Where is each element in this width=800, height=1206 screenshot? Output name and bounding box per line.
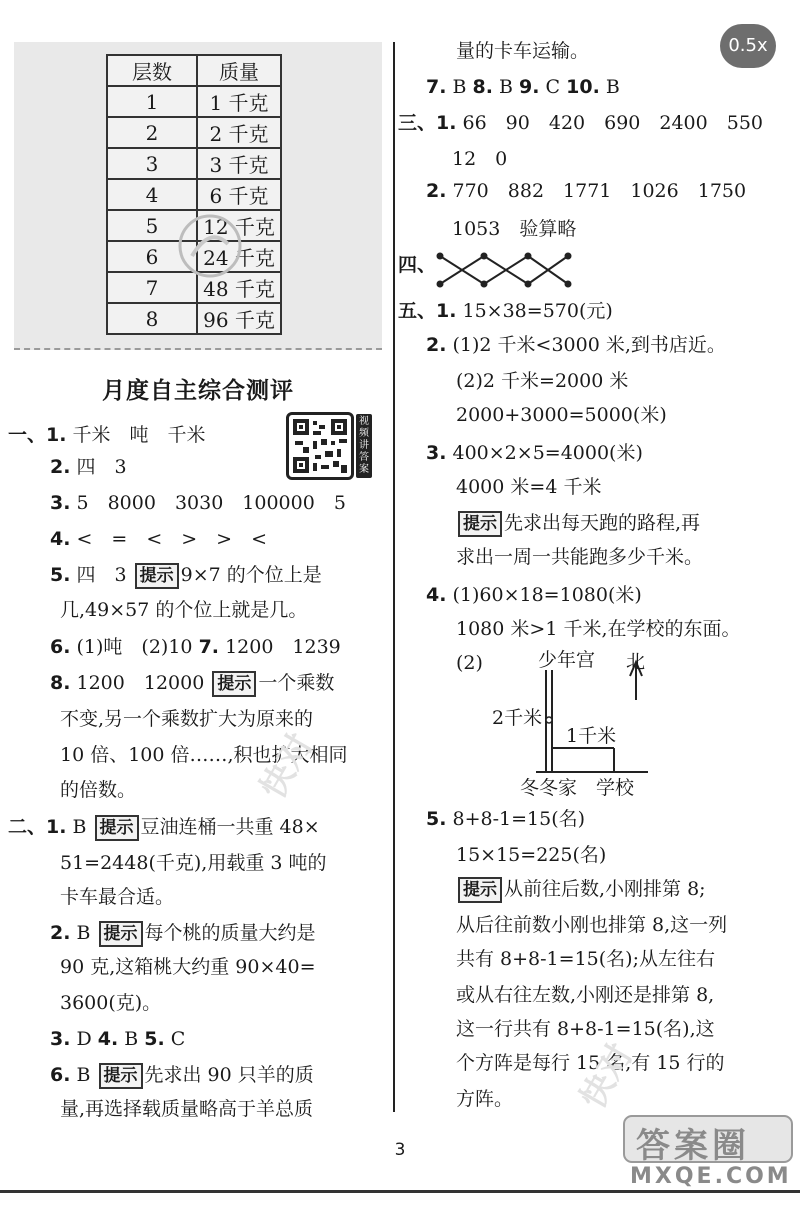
table-cell-weight: 3 千克 xyxy=(197,148,281,179)
question-number: 五、1. xyxy=(398,300,457,322)
weight-table xyxy=(106,54,282,335)
table-cell-weight: 12 千克 xyxy=(197,210,281,241)
answer-line xyxy=(452,144,507,174)
map-label-1km: 1千米 xyxy=(566,725,617,747)
section-title: 月度自主综合测评 xyxy=(102,378,294,404)
answer-text: < = < > > < xyxy=(76,528,268,550)
answer-text: 四 3 xyxy=(76,564,127,586)
spacer xyxy=(90,1064,96,1086)
hint-tag: 提示 xyxy=(95,815,139,841)
answer-text: (1)2 千米<3000 米,到书店近。 xyxy=(452,334,726,356)
question-number: 5. xyxy=(426,808,447,830)
table-cell-layer: 8 xyxy=(107,303,197,334)
answer-text: 15×38=570(元) xyxy=(462,300,613,322)
question-number: 2. xyxy=(426,180,447,202)
question-number: 3. xyxy=(50,1028,71,1050)
spacer xyxy=(127,564,133,586)
question-number: 二、1. xyxy=(8,816,67,838)
answer-line xyxy=(456,400,667,430)
answer-line xyxy=(456,1014,715,1044)
answer-text: 几,49×57 的个位上就是几。 xyxy=(60,599,308,621)
column-divider xyxy=(393,42,395,1112)
question-number: 3. xyxy=(426,442,447,464)
answer-text: 共有 8+8-1=15(名);从左往右 xyxy=(456,948,715,970)
hint-text: 每个桃的质量大约是 xyxy=(144,922,316,944)
question-number: 三、1. xyxy=(398,112,457,134)
question-number: 6. xyxy=(50,1064,71,1086)
answer-text: 卡车最合适。 xyxy=(60,886,175,908)
hint-text: 9×7 的个位上是 xyxy=(180,564,322,586)
question-number: 7. xyxy=(198,636,220,658)
hint-tag: 提示 xyxy=(99,921,143,947)
answer-text: 770 882 1771 1026 1750 xyxy=(452,180,747,202)
spacer xyxy=(90,922,96,944)
hint-tag: 提示 xyxy=(458,511,502,537)
question-number: 四、 xyxy=(398,254,437,276)
table-cell-layer: 4 xyxy=(107,179,197,210)
answer-line xyxy=(60,952,316,982)
table-cell-weight: 96 千克 xyxy=(197,303,281,334)
answer-line xyxy=(426,330,726,360)
answer-text: 1200 12000 xyxy=(76,672,205,694)
logo-url: MXQE.COM xyxy=(630,1164,792,1189)
answer-line xyxy=(50,452,127,482)
map-label-2km: 2千米 xyxy=(492,707,543,729)
table-cell-layer: 7 xyxy=(107,272,197,303)
watermark: 快对 xyxy=(252,726,322,806)
question-number: 3. xyxy=(50,492,71,514)
question-number: 2. xyxy=(50,456,71,478)
playback-speed-badge[interactable]: 0.5x xyxy=(720,24,776,68)
answer-text: B xyxy=(76,1064,91,1086)
answer-line xyxy=(456,366,628,396)
table-row xyxy=(107,86,281,117)
table-row xyxy=(107,148,281,179)
table-row xyxy=(107,117,281,148)
answer-text: 四 3 xyxy=(76,456,127,478)
answer-line xyxy=(398,108,763,138)
answer-line xyxy=(426,804,585,834)
table-cell-weight: 6 千克 xyxy=(197,179,281,210)
answer-text: 90 克,这箱桃大约重 90×40= xyxy=(60,956,316,978)
answer-line xyxy=(50,1024,185,1054)
answer-text: 10 倍、100 倍……,积也扩大相同 xyxy=(60,744,348,766)
hint-tag: 提示 xyxy=(99,1063,143,1089)
answer-text: 4000 米=4 千米 xyxy=(456,476,602,498)
qr-code-icon[interactable] xyxy=(286,412,354,480)
answer-line xyxy=(426,72,620,102)
table-cell-weight: 1 千克 xyxy=(197,86,281,117)
spacer xyxy=(86,816,92,838)
answer-text: 或从右往左数,小刚还是排第 8, xyxy=(456,984,715,1006)
answer-line xyxy=(456,542,703,572)
hint-tag: 提示 xyxy=(458,877,502,903)
table-header-row xyxy=(107,55,281,86)
answer-line xyxy=(456,472,601,502)
answer-line xyxy=(60,775,136,805)
answer-line xyxy=(398,250,436,280)
answer-text: C xyxy=(170,1028,186,1050)
answer-text: 12 0 xyxy=(452,148,508,170)
answer-text: 1200 1239 xyxy=(225,636,341,658)
table-cell-layer: 6 xyxy=(107,241,197,272)
question-number: 7. xyxy=(426,76,447,98)
table-row xyxy=(107,303,281,334)
answer-text: 量的卡车运输。 xyxy=(456,40,590,62)
question-number: 5. xyxy=(50,564,71,586)
answer-text: 3600(克)。 xyxy=(60,992,162,1014)
answer-text: 这一行共有 8+8-1=15(名),这 xyxy=(456,1018,715,1040)
answer-line xyxy=(50,918,316,948)
answer-line xyxy=(50,488,346,518)
answer-line xyxy=(456,614,740,644)
question-number: 9. xyxy=(519,76,540,98)
answer-text: (1)吨 (2)10 xyxy=(76,636,193,658)
answer-line xyxy=(50,632,341,662)
answer-text: B xyxy=(72,816,87,838)
question-number: 8. xyxy=(472,76,493,98)
map-label-youth-palace: 少年宫 xyxy=(538,649,596,671)
answer-line xyxy=(456,508,700,538)
hint-tag: 提示 xyxy=(135,563,179,589)
hint-text: 先求出每天跑的路程,再 xyxy=(504,512,701,534)
answer-text: 个方阵是每行 15 名,有 15 行的 xyxy=(456,1052,725,1074)
answer-text: B xyxy=(452,76,467,98)
answer-line xyxy=(426,580,642,610)
answer-line xyxy=(456,980,714,1010)
answer-line xyxy=(456,1084,513,1114)
question-number: 6. xyxy=(50,636,71,658)
spacer xyxy=(204,672,210,694)
answer-circle-logo xyxy=(622,1110,794,1190)
answer-text: 求出一周一共能跑多少千米。 xyxy=(456,546,704,568)
question-number: 10. xyxy=(566,76,600,98)
answer-line xyxy=(456,874,706,904)
hint-text: 从前往后数,小刚排第 8; xyxy=(504,878,706,900)
answer-text: (2)2 千米=2000 米 xyxy=(456,370,629,392)
hint-text: 豆油连桶一共重 48× xyxy=(140,816,320,838)
answer-line xyxy=(50,1060,314,1090)
answer-text: 15×15=225(名) xyxy=(456,844,607,866)
answer-text: 千米 吨 千米 xyxy=(72,424,206,446)
answer-text: C xyxy=(545,76,561,98)
logo-text: 答案圈 xyxy=(636,1126,750,1166)
question-number: 一、1. xyxy=(8,424,67,446)
answer-text: 2000+3000=5000(米) xyxy=(456,404,667,426)
table-cell-layer: 3 xyxy=(107,148,197,179)
answer-text: B xyxy=(124,1028,139,1050)
answer-line xyxy=(8,812,320,842)
kuaidui-watermark-stamp xyxy=(170,206,250,286)
answer-text: 从后往前数小刚也排第 8,这一列 xyxy=(456,914,728,936)
question-number: 5. xyxy=(144,1028,165,1050)
page-number: 3 xyxy=(394,1140,406,1160)
watermark: 快对 xyxy=(572,1036,642,1116)
answer-text: B xyxy=(499,76,513,98)
answer-line xyxy=(60,1094,313,1124)
bottom-rule xyxy=(0,1190,800,1193)
answer-text: 400×2×5=4000(米) xyxy=(452,442,643,464)
question-number: 4. xyxy=(97,1028,119,1050)
table-header-cell: 质量 xyxy=(197,55,281,86)
answer-line xyxy=(60,988,161,1018)
answer-line xyxy=(456,648,483,678)
answer-line xyxy=(456,944,715,974)
answer-line xyxy=(50,524,267,554)
map-label-school: 学校 xyxy=(596,777,635,799)
question-number: 8. xyxy=(50,672,71,694)
answer-line xyxy=(426,438,643,468)
table-cell-layer: 2 xyxy=(107,117,197,148)
answer-line xyxy=(456,840,606,870)
answer-line xyxy=(398,296,613,326)
hint-text: 一个乘数 xyxy=(258,672,335,694)
route-map-diagram xyxy=(480,648,680,800)
answer-text: 5 8000 3030 100000 5 xyxy=(76,492,346,514)
answer-text: B xyxy=(605,76,620,98)
answer-text: (2) xyxy=(456,652,483,674)
answer-text: 51=2448(千克),用载重 3 吨的 xyxy=(60,852,327,874)
answer-text: 的倍数。 xyxy=(60,779,137,801)
answer-line xyxy=(452,214,576,244)
matching-lines-diagram xyxy=(434,252,574,288)
hint-text: 先求出 90 只羊的质 xyxy=(144,1064,314,1086)
answer-line xyxy=(50,668,334,698)
answer-text: (1)60×18=1080(米) xyxy=(452,584,642,606)
map-label-north: 北 xyxy=(626,651,646,673)
answer-text: B xyxy=(76,922,91,944)
answer-text: 方阵。 xyxy=(456,1088,514,1110)
answer-line xyxy=(60,595,307,625)
question-number: 4. xyxy=(50,528,71,550)
answer-line xyxy=(456,36,589,66)
answer-text: 量,再选择载质量略高于羊总质 xyxy=(60,1098,314,1120)
question-number: 4. xyxy=(426,584,447,606)
table-header-cell: 层数 xyxy=(107,55,197,86)
answer-line xyxy=(60,882,174,912)
answer-text: 不变,另一个乘数扩大为原来的 xyxy=(60,708,314,730)
answer-text: 1053 验算略 xyxy=(452,218,577,240)
answer-line xyxy=(8,420,206,450)
weight-table-panel xyxy=(14,42,382,350)
map-label-home: 冬冬家 xyxy=(520,777,578,799)
answer-text: D xyxy=(76,1028,92,1050)
answer-text: 66 90 420 690 2400 550 xyxy=(462,112,764,134)
table-cell-weight: 2 千克 xyxy=(197,117,281,148)
answer-text: 8+8-1=15(名) xyxy=(452,808,586,830)
table-cell-layer: 5 xyxy=(107,210,197,241)
answer-text: 1080 米>1 千米,在学校的东面。 xyxy=(456,618,741,640)
answer-line xyxy=(426,176,746,206)
table-cell-layer: 1 xyxy=(107,86,197,117)
question-number: 2. xyxy=(50,922,71,944)
hint-tag: 提示 xyxy=(212,671,256,697)
answer-line xyxy=(50,560,322,590)
qr-caption: 视频讲答案 xyxy=(356,414,372,478)
answer-line xyxy=(456,910,727,940)
table-cell-weight: 48 千克 xyxy=(197,272,281,303)
answer-line xyxy=(60,848,326,878)
table-cell-weight: 24 千克 xyxy=(197,241,281,272)
question-number: 2. xyxy=(426,334,447,356)
